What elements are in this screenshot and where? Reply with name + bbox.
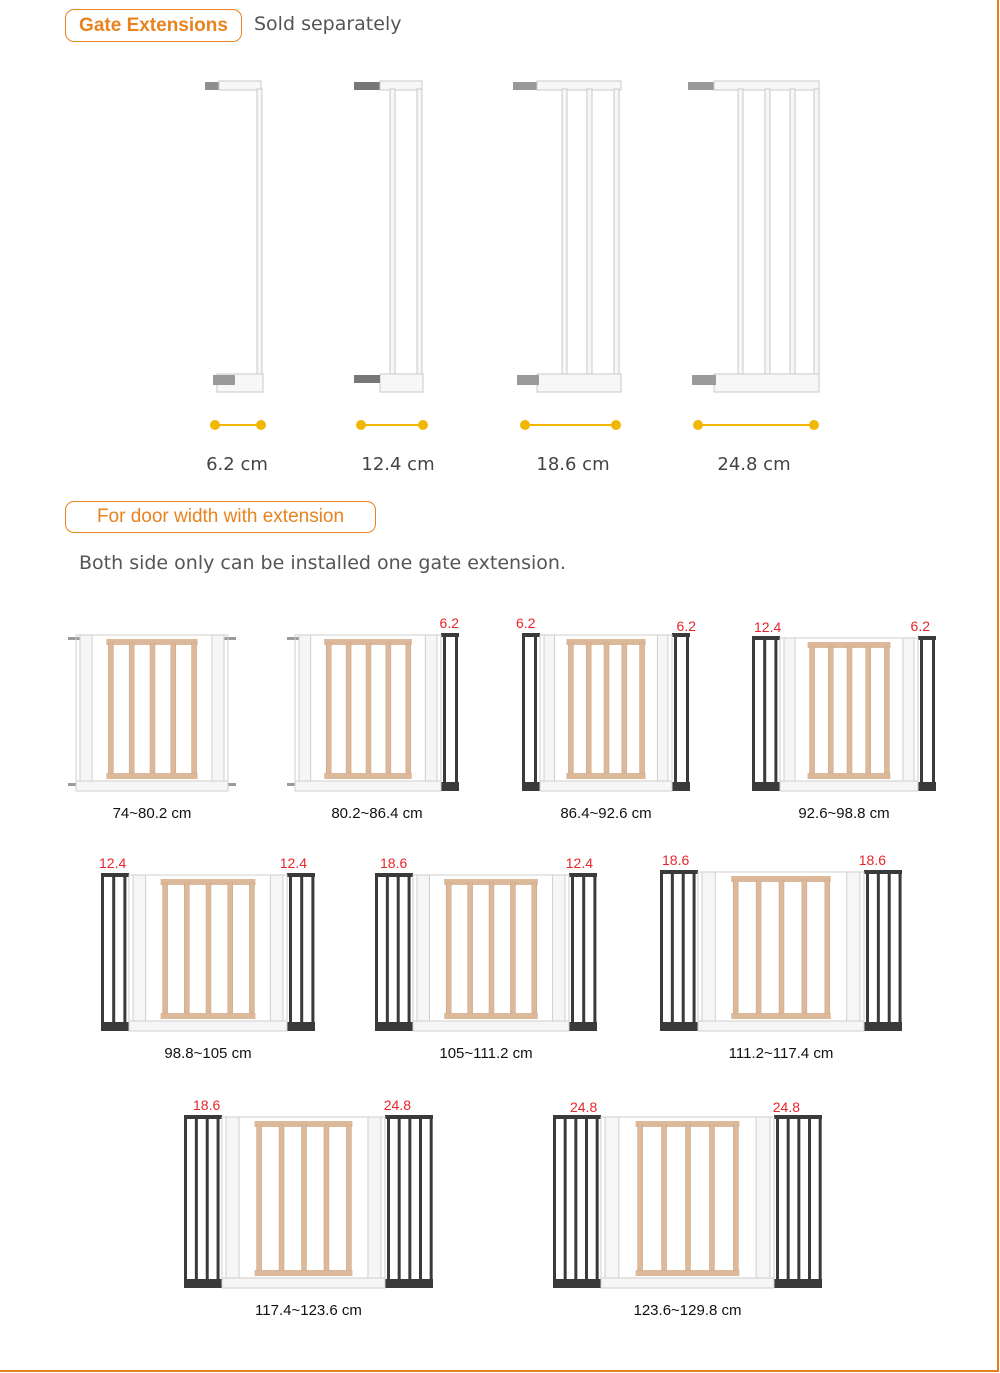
gate-base-rail [413, 1021, 569, 1031]
gate-post [544, 635, 555, 781]
extension-item-6-2 [147, 70, 327, 480]
gate-base-rail [780, 781, 918, 791]
extension-base [774, 1279, 822, 1288]
extension-bar [693, 872, 696, 1027]
gate-illustration [287, 615, 467, 797]
width-range-label: 111.2~117.4 cm [728, 1045, 834, 1062]
wood-slat [192, 643, 197, 773]
wood-bottom-rail [255, 1270, 353, 1276]
extension-bar [776, 1117, 779, 1284]
extension-rail [385, 1115, 433, 1119]
wood-slat [346, 1125, 351, 1270]
gate-config-4 [744, 618, 944, 830]
left-extension-number: 12.4 [99, 855, 127, 871]
extension-bar [387, 1117, 390, 1284]
left-extension-number: 6.2 [516, 615, 536, 631]
gate-config-6 [367, 855, 605, 1070]
door-width-badge: For door width with extension [65, 501, 376, 533]
extension-bar [899, 872, 902, 1027]
extension-bar [877, 872, 880, 1027]
wood-bottom-rail [444, 1013, 538, 1019]
extension-bar [101, 875, 104, 1027]
wood-slat [406, 643, 411, 773]
width-range-label: 92.6~98.8 cm [798, 805, 890, 822]
extension-base [287, 1022, 315, 1031]
wood-slat [568, 643, 573, 773]
extension-bar [375, 875, 378, 1027]
extension-rail [864, 870, 902, 874]
wood-bottom-rail [808, 773, 891, 779]
right-extension-number: 12.4 [279, 855, 307, 871]
extension-bar [195, 1117, 198, 1284]
wood-slat [802, 880, 807, 1013]
gate-post [756, 1117, 770, 1278]
gate-post [605, 1117, 619, 1278]
extension-base [522, 782, 540, 791]
gate-base-rail [540, 781, 672, 791]
extension-length-label: 6.2 cm [206, 454, 268, 475]
extension-length-label: 12.4 cm [361, 454, 435, 475]
gate-config-2 [287, 615, 467, 830]
gate-base-rail [129, 1021, 287, 1031]
gate-post [368, 1117, 381, 1278]
extension-bar [763, 638, 766, 787]
wood-slat [847, 646, 852, 773]
gate-config-7 [652, 852, 910, 1070]
wood-slat [709, 1125, 714, 1270]
wood-slat [866, 646, 871, 773]
wood-slat [206, 883, 211, 1013]
gate-extensions-badge: Gate Extensions [65, 9, 242, 42]
extension-base [553, 1279, 601, 1288]
wood-bottom-rail [161, 1013, 256, 1019]
extension-bar [553, 1117, 556, 1284]
width-range-label: 105~111.2 cm [439, 1045, 533, 1062]
gate-config-3 [514, 615, 698, 830]
gate-post [299, 635, 311, 781]
extension-rail [752, 636, 780, 640]
extension-base [385, 1279, 433, 1288]
extension-bar [574, 1117, 577, 1284]
wood-slat [638, 1125, 643, 1270]
wood-slat [171, 643, 176, 773]
wood-slat [604, 643, 609, 773]
wood-bottom-rail [324, 773, 412, 779]
wood-bottom-rail [731, 1013, 831, 1019]
extension-rail [918, 636, 936, 640]
gate-post [903, 638, 914, 781]
extension-bar [408, 1117, 411, 1284]
extension-base [864, 1022, 902, 1031]
wood-bottom-rail [106, 773, 197, 779]
wood-slat [184, 883, 189, 1013]
gate-post [80, 635, 92, 781]
wood-slat [366, 643, 371, 773]
gate-base-rail [222, 1278, 385, 1288]
extension-12-4-illustration [308, 70, 488, 450]
wood-slat [108, 643, 113, 773]
extension-bar [787, 1117, 790, 1284]
wood-slat [686, 1125, 691, 1270]
wood-slat [733, 1125, 738, 1270]
extension-bar [682, 872, 685, 1027]
extension-base [375, 1022, 413, 1031]
gate-base-rail [698, 1021, 864, 1031]
extension-bar [408, 875, 411, 1027]
gate-post [847, 872, 860, 1021]
extension-base [918, 782, 936, 791]
right-extension-number: 6.2 [439, 615, 459, 631]
extension-bar [808, 1117, 811, 1284]
extension-bar [289, 875, 292, 1027]
extension-bar [397, 875, 400, 1027]
width-range-label: 117.4~123.6 cm [255, 1302, 362, 1319]
wood-slat [228, 883, 233, 1013]
wood-bottom-rail [566, 773, 645, 779]
extension-6-2-illustration [147, 70, 327, 450]
gate-illustration [93, 855, 323, 1037]
wood-slat [257, 1125, 262, 1270]
width-range-label: 86.4~92.6 cm [560, 805, 652, 822]
gate-config-5 [93, 855, 323, 1070]
gate-illustration [652, 852, 910, 1037]
extension-rail [569, 873, 597, 877]
width-range-label: 98.8~105 cm [164, 1045, 252, 1062]
wood-slat [810, 646, 815, 773]
extension-bar [564, 1117, 567, 1284]
gate-config-1 [68, 625, 236, 830]
extension-bar [582, 875, 585, 1027]
gate-illustration [367, 855, 605, 1037]
extension-bar [797, 1117, 800, 1284]
gate-illustration [514, 615, 698, 797]
extension-bar [866, 872, 869, 1027]
extension-bar [593, 875, 596, 1027]
gate-config-8 [176, 1097, 441, 1327]
extension-item-12-4 [308, 70, 488, 480]
wood-slat [622, 643, 627, 773]
gate-illustration [68, 625, 236, 797]
extension-bar [398, 1117, 401, 1284]
gate-post [553, 875, 565, 1021]
extension-bar [660, 872, 663, 1027]
wood-slat [586, 643, 591, 773]
extension-bar [123, 875, 126, 1027]
right-extension-number: 6.2 [910, 618, 930, 634]
right-extension-number: 6.2 [676, 618, 696, 634]
extension-bar [455, 635, 458, 787]
extension-item-24-8 [664, 70, 844, 480]
left-extension-number: 18.6 [193, 1097, 221, 1113]
wood-slat [532, 883, 537, 1013]
wood-slat [346, 643, 351, 773]
extension-bar [674, 635, 677, 787]
extension-bar [571, 875, 574, 1027]
gate-post [784, 638, 795, 781]
wood-slat [779, 880, 784, 1013]
wood-slat [279, 1125, 284, 1270]
wood-slat [510, 883, 515, 1013]
left-extension-number: 24.8 [570, 1099, 598, 1115]
extension-bar [430, 1117, 433, 1284]
wood-slat [733, 880, 738, 1013]
extension-bar [752, 638, 755, 787]
wood-slat [468, 883, 473, 1013]
extension-rail [660, 870, 698, 874]
wood-slat [884, 646, 889, 773]
gate-post [133, 875, 146, 1021]
width-range-label: 123.6~129.8 cm [633, 1302, 742, 1319]
width-range-label: 74~80.2 cm [112, 805, 192, 822]
extension-rail [774, 1115, 822, 1119]
extension-18-6-illustration [483, 70, 663, 450]
gate-config-9 [545, 1097, 830, 1327]
right-extension-number: 24.8 [772, 1099, 800, 1115]
wood-slat [756, 880, 761, 1013]
left-extension-number: 18.6 [380, 855, 408, 871]
gate-base-rail [295, 781, 441, 791]
extension-base [184, 1279, 222, 1288]
extension-base [752, 782, 780, 791]
gate-post [417, 875, 429, 1021]
extension-rail [553, 1115, 601, 1119]
sold-separately-note: Sold separately [254, 13, 402, 35]
wood-slat [129, 643, 134, 773]
extension-24-8-illustration [664, 70, 844, 450]
extension-rail [101, 873, 129, 877]
gate-illustration [176, 1097, 441, 1294]
gate-illustration [744, 618, 944, 797]
extension-base [441, 782, 459, 791]
gate-post [702, 872, 715, 1021]
extension-bar [217, 1117, 220, 1284]
wood-slat [662, 1125, 667, 1270]
wood-bottom-rail [636, 1270, 740, 1276]
wood-slat [828, 646, 833, 773]
wood-slat [324, 1125, 329, 1270]
right-extension-number: 12.4 [565, 855, 593, 871]
wood-slat [640, 643, 645, 773]
extension-rail [184, 1115, 222, 1119]
wood-slat [249, 883, 254, 1013]
wood-slat [302, 1125, 307, 1270]
installation-note: Both side only can be installed one gate extension. [79, 552, 566, 574]
extension-bar [112, 875, 115, 1027]
extension-bar [419, 1117, 422, 1284]
extension-bar [888, 872, 891, 1027]
extension-bar [300, 875, 303, 1027]
extension-item-18-6 [483, 70, 663, 480]
extension-bar [311, 875, 314, 1027]
extension-bar [534, 635, 537, 787]
right-extension-number: 18.6 [858, 852, 886, 868]
extension-bar [920, 638, 923, 787]
extension-bar [671, 872, 674, 1027]
gate-post [270, 875, 283, 1021]
extension-length-label: 18.6 cm [536, 454, 610, 475]
wood-slat [446, 883, 451, 1013]
extension-bar [774, 638, 777, 787]
extension-bar [206, 1117, 209, 1284]
right-extension-number: 24.8 [383, 1097, 411, 1113]
extension-bar [585, 1117, 588, 1284]
extension-length-label: 24.8 cm [717, 454, 791, 475]
wood-slat [489, 883, 494, 1013]
gate-post [226, 1117, 239, 1278]
extension-bar [522, 635, 525, 787]
extension-bar [386, 875, 389, 1027]
gate-illustration [545, 1097, 830, 1294]
extension-bar [819, 1117, 822, 1284]
gate-post [657, 635, 668, 781]
gate-post [212, 635, 224, 781]
extension-rail [522, 633, 540, 637]
wood-slat [163, 883, 168, 1013]
gate-base-rail [76, 781, 228, 791]
extension-bar [443, 635, 446, 787]
width-range-label: 80.2~86.4 cm [331, 805, 423, 822]
left-extension-number: 18.6 [662, 852, 690, 868]
extension-base [660, 1022, 698, 1031]
extension-rail [375, 873, 413, 877]
wood-slat [825, 880, 830, 1013]
extension-rail [287, 873, 315, 877]
extension-bar [932, 638, 935, 787]
gate-base-rail [601, 1278, 774, 1288]
extension-rail [441, 633, 459, 637]
extension-bar [184, 1117, 187, 1284]
wood-slat [326, 643, 331, 773]
extension-base [569, 1022, 597, 1031]
gate-post [425, 635, 437, 781]
extension-bar [686, 635, 689, 787]
extension-base [101, 1022, 129, 1031]
left-extension-number: 12.4 [754, 619, 782, 635]
wood-slat [386, 643, 391, 773]
extension-base [672, 782, 690, 791]
wood-slat [150, 643, 155, 773]
extension-bar [596, 1117, 599, 1284]
